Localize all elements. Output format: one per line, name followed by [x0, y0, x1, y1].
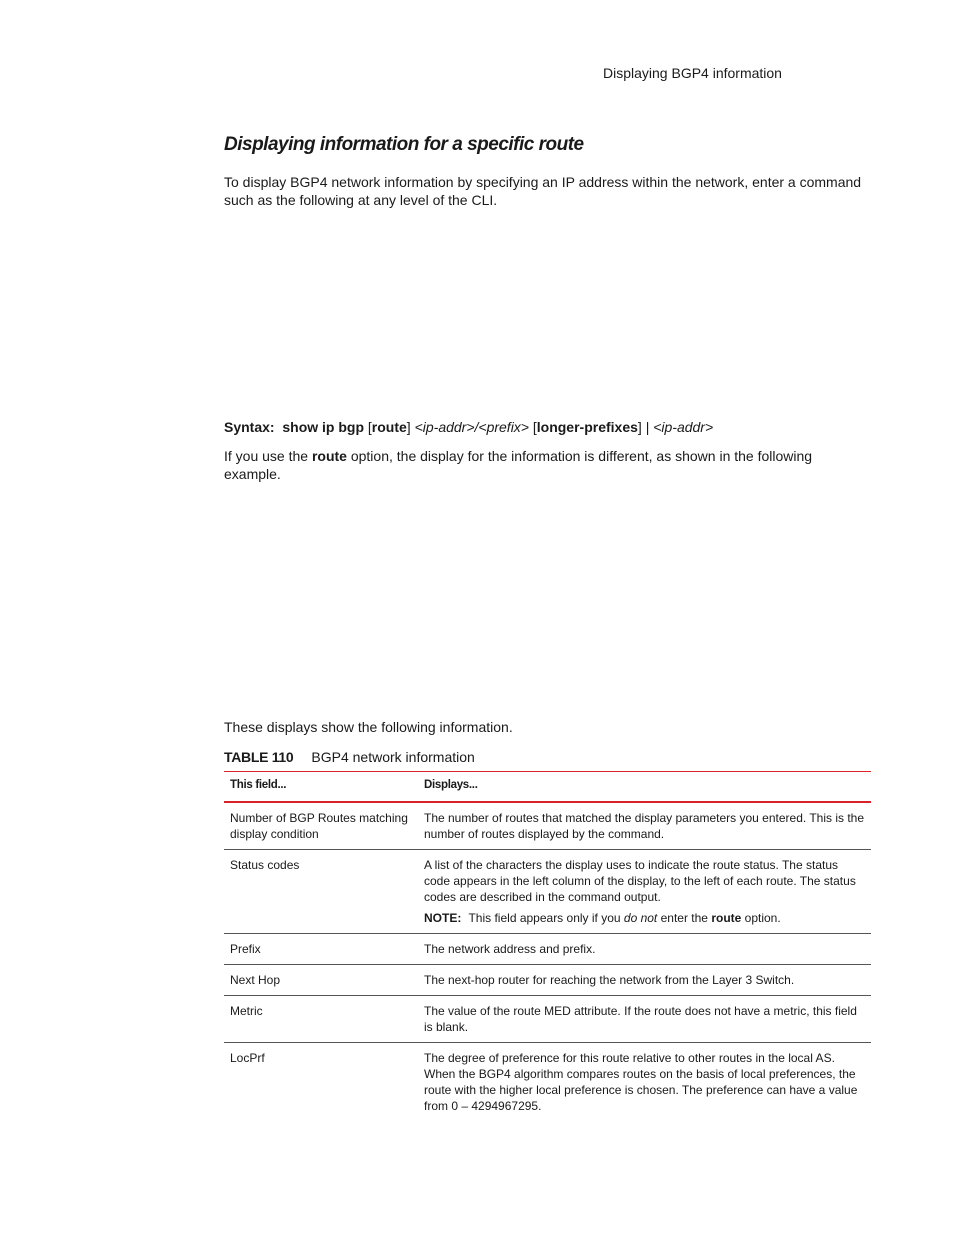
syntax-addr-prefix: <ip-addr>/<prefix>: [414, 419, 529, 435]
route-note-post: option, the display for the information is different, as shown in the following example.: [224, 448, 813, 482]
table-caption-label: TABLE 110: [224, 749, 294, 765]
syntax-label: Syntax:: [224, 419, 275, 435]
row-field: Number of BGP Routes matching display condition: [224, 802, 418, 850]
route-note-keyword: route: [311, 448, 347, 464]
row-field: LocPrf: [230, 1051, 265, 1065]
table-header-row: [224, 772, 871, 803]
row-desc: The network address and prefix.: [418, 934, 871, 965]
note-label: NOTE:: [424, 911, 462, 925]
note-emphasis: do not: [623, 911, 658, 925]
table-row: [224, 934, 871, 965]
syntax-route-keyword: route: [371, 419, 407, 435]
note-post: option.: [741, 911, 781, 925]
displays-intro: These displays show the following information.: [224, 719, 513, 735]
syntax-longer-prefixes: longer-prefixes: [536, 419, 638, 435]
note-pre: This field appears only if you: [468, 911, 624, 925]
note-mid: enter the: [657, 911, 712, 925]
note: [424, 910, 865, 926]
table-row: [224, 965, 871, 996]
section-title: Displaying information for a specific route: [224, 134, 584, 155]
table-row: [224, 996, 871, 1043]
syntax-line: [224, 419, 713, 435]
table-row: [224, 802, 871, 850]
row-desc: A list of the characters the display uses to indicate the route status. The status code appears in the left column of the display, to the left of each route. The status codes are described in the command output.: [424, 858, 856, 904]
row-field: Status codes: [224, 850, 418, 934]
syntax-bracket-open: [: [367, 419, 372, 435]
syntax-bracket-close: ]: [406, 419, 411, 435]
syntax-bracket-open-2: [: [532, 419, 537, 435]
syntax-bracket-close-2: ]: [637, 419, 642, 435]
syntax-command: show ip bgp: [282, 419, 365, 435]
row-desc: The next-hop router for reaching the network from the Layer 3 Switch.: [418, 965, 871, 996]
table-row: [224, 1043, 871, 1122]
table-caption: [224, 749, 475, 765]
table-row: [224, 850, 871, 934]
note-keyword: route: [711, 911, 742, 925]
row-field: Prefix: [224, 934, 418, 965]
route-note-pre: If you use the: [224, 448, 312, 464]
syntax-addr: <ip-addr>: [653, 419, 714, 435]
row-field: Next Hop: [224, 965, 418, 996]
header-displays: Displays...: [418, 772, 871, 803]
route-option-paragraph: [224, 447, 864, 483]
row-desc-cell: [418, 850, 871, 934]
row-desc: The number of routes that matched the display parameters you entered. This is the number of routes displayed by the command.: [418, 802, 871, 850]
row-desc: The value of the route MED attribute. If the route does not have a metric, this field is blank.: [418, 996, 871, 1043]
table-caption-text: BGP4 network information: [311, 749, 475, 765]
syntax-pipe: |: [645, 419, 650, 435]
bgp4-info-table: [224, 771, 871, 1121]
running-header: Displaying BGP4 information: [603, 65, 782, 81]
row-desc: The degree of preference for this route relative to other routes in the local AS. When the BGP4 algorithm compares routes on the basis of local preferences, the route with the higher local preference is chosen. The preference can have a value from 0 – 4294967295.: [424, 1051, 858, 1113]
row-field: Metric: [224, 996, 418, 1043]
intro-paragraph: To display BGP4 network information by specifying an IP address within the network, enter a command such as the following at any level of the CLI.: [224, 174, 862, 208]
header-field: This field...: [224, 772, 418, 803]
